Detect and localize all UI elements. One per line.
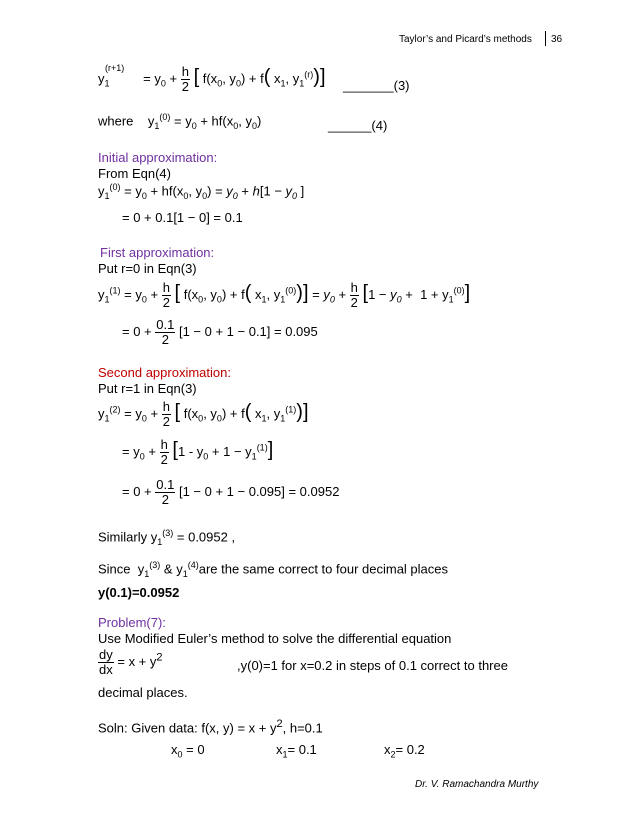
header-separator xyxy=(545,31,546,46)
since-sup3: (3) xyxy=(149,560,161,570)
footer-author: Dr. V. Ramachandra Murthy xyxy=(415,779,539,790)
similarly-line: Similarly $y_1^{(3)} = 0.0952$ , xyxy=(98,528,236,547)
eq3-tag: _______(3) xyxy=(343,78,410,93)
second-eq-line1: $y_1^{(2)} = y_0$ + $\frac{h}{2}$ [ $f(x_0$, $y_0) + f$( $x_1$, $y_1^{(1)}$)] xyxy=(98,399,309,429)
first-eq-line2 xyxy=(122,318,318,347)
initial-heading: Initial approximation: xyxy=(98,150,218,165)
first-heading: First approximation: xyxy=(100,245,215,260)
eq4-tag: ______(4) xyxy=(328,118,388,133)
initial-intro: From Eqn(4) xyxy=(98,166,171,181)
first-frac-num: 0.1 xyxy=(156,317,175,332)
similarly-value: = 0.0952 , xyxy=(176,529,236,545)
equation-4: where $y_1^{(0)} = y_0 + hf(x_0$, $y_0$) xyxy=(98,112,262,131)
problem-line1: Use Modified Euler’s method to solve the differential equation xyxy=(98,631,452,646)
second-intro: Put r=1 in Eqn(3) xyxy=(98,381,197,396)
second-frac-den: 2 xyxy=(161,492,169,507)
soln-x2: $x_2= 0.2$ xyxy=(384,742,425,760)
initial-eq-line1: $y_1^{(0)} = y_0 + hf(x_0$, $y_0) = y_0 + h[1 - y_0$ ] xyxy=(98,182,305,201)
similarly-sup: (3) xyxy=(162,528,174,538)
first-l2-post: [1 − 0 + 1 − 0.1] = 0.095 xyxy=(178,323,318,339)
result-value: y(0.1)=0.0952 xyxy=(98,585,180,600)
since-sup4: (4) xyxy=(187,560,199,570)
first-sup1: (1) xyxy=(109,285,121,296)
soln-f: f(x, y) = x + y xyxy=(201,720,277,736)
soln-h: , h=0.1 xyxy=(282,720,323,736)
problem-rhs: = x + y xyxy=(117,653,157,669)
first-intro: Put r=0 in Eqn(3) xyxy=(98,261,197,276)
dx-label: dx xyxy=(99,662,113,677)
first-eq-line1: $y_1^{(1)} = y_0$ + $\frac{h}{2}$ [ $f(x_0$, $y_0) + f$( $x_1$, $y_1^{(0)})] = y_0$ + $\frac{h}{2}$ $[1 - y_0 + 1 + y_1^{(0)}]$ xyxy=(98,280,471,310)
second-heading: Second approximation: xyxy=(98,365,231,380)
equation-3: $y_1$ (r+1) = $y_0$ + $\frac{h}{2}$ [ $f(x_0$, $y_0) + f$( $x_1$, $y_1^{(r)}$)] xyxy=(98,63,326,94)
since-line: Since $y_1^{(3)}$ & $y_1^{(4)}are$ the same correct to four decimal places xyxy=(98,560,448,579)
problem-condition: ,y(0)=1 for x=0.2 in steps of 0.1 correct to three xyxy=(237,658,508,673)
since-tail: are the same correct to four decimal places xyxy=(198,561,448,577)
page-header-title: Taylor’s and Picard’s methods xyxy=(399,34,532,45)
second-l3-pre: = 0 + xyxy=(122,483,152,499)
page-number: 36 xyxy=(551,34,563,45)
eq4-sup: (0) xyxy=(159,112,171,122)
problem-line3: decimal places. xyxy=(98,685,188,700)
initial-sup: (0) xyxy=(109,182,121,192)
second-eq-line2: = $y_0$ + $\frac{h}{2}$ $[1 - y_0 + 1 - y_1^{(1)}]$ xyxy=(122,437,274,467)
second-frac-num: 0.1 xyxy=(156,477,175,492)
since-amp: & xyxy=(163,561,173,577)
eq3-lhs-sup: (r+1) xyxy=(105,63,125,73)
eq3-r-sup: (r) xyxy=(304,69,314,80)
soln-f-sup: 2 xyxy=(276,718,283,730)
dy-label: dy xyxy=(99,647,113,662)
similarly-lead: Similarly xyxy=(98,529,148,545)
first-l2-pre: = 0 + xyxy=(122,323,152,339)
problem-rhs-sup: 2 xyxy=(156,651,163,664)
first-frac-den: 2 xyxy=(161,332,169,347)
where-label: where xyxy=(98,113,134,129)
problem-equation xyxy=(98,648,163,677)
problem-heading: Problem(7): xyxy=(98,615,166,630)
soln-x0: $x_0 = 0$ xyxy=(171,742,205,760)
second-sup1: (1) xyxy=(285,404,297,415)
second-eq-line3 xyxy=(122,478,339,507)
initial-eq-line2: = 0 + 0.1[1 − 0] = 0.1 xyxy=(122,210,243,225)
soln-line xyxy=(98,718,323,735)
first-sup0: (0) xyxy=(285,285,297,296)
soln-lead: Soln: Given data: xyxy=(98,720,198,736)
second-l3-post: [1 − 0 + 1 − 0.095] = 0.0952 xyxy=(178,483,340,499)
second-sup2: (2) xyxy=(109,404,121,415)
soln-x1: $x_1= 0.1$ xyxy=(276,742,317,760)
since-lead: Since xyxy=(98,561,131,577)
